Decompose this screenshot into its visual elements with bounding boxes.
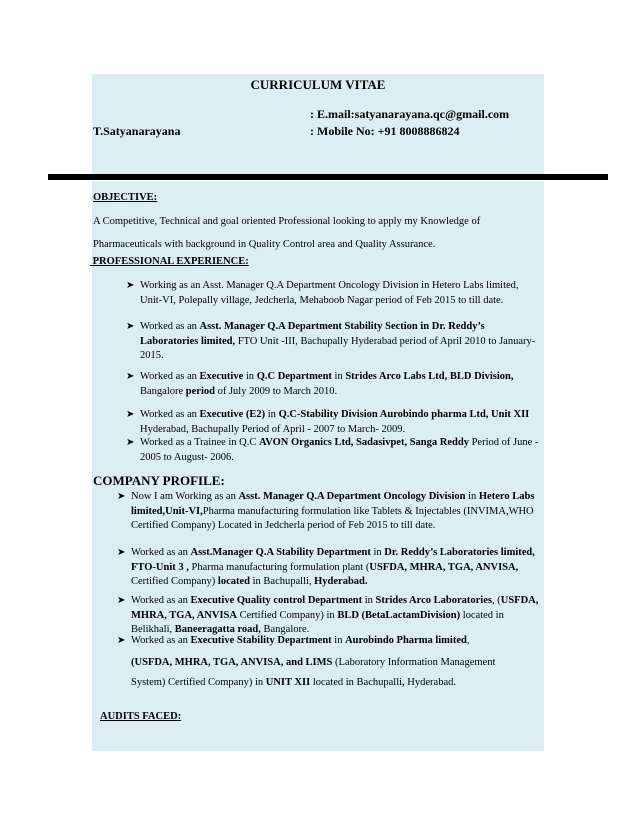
company-item: ➤ Worked as an Executive Quality control Department in Strides Arco Laboratories, (USFDA, MHRA, TGA, ANVISA Certified Company) in BLD (BetaLactamDivision) located in Belikhali, Baneeragatta road, Bangalore. [117, 595, 539, 635]
arrow-bullet-icon: ➤ [117, 595, 126, 606]
arrow-bullet-icon: ➤ [126, 409, 135, 420]
candidate-name: T.Satyanarayana [93, 124, 181, 138]
mobile-line: : Mobile No: +91 8008886824 [310, 124, 460, 138]
company-item: ➤ Now I am Working as an Asst. Manager Q.A Department Oncology Division in Hetero Labs limited,Unit-VI,Pharma manufacturing formulation like Tablets & Injectables (INVIMA,WHO Certified Company) Located in Jedcherla period of Feb 2015 to till date. [117, 491, 535, 531]
company-item-continuation-2: System) Certified Company) in UNIT XII located in Bachupalli, Hyderabad. [131, 677, 456, 688]
company-item-continuation-1: (USFDA, MHRA, TGA, ANVISA, and LIMS (Laboratory Information Management [131, 657, 496, 668]
header-divider [48, 174, 608, 180]
experience-item: ➤ Worked as a Trainee in Q.C AVON Organics Ltd, Sadasivpet, Sanga Reddy Period of June - 2005 to August- 2006. [126, 437, 539, 463]
arrow-bullet-icon: ➤ [117, 491, 126, 502]
arrow-bullet-icon: ➤ [126, 321, 135, 332]
arrow-bullet-icon: ➤ [117, 547, 126, 558]
arrow-bullet-icon: ➤ [126, 280, 135, 291]
arrow-bullet-icon: ➤ [126, 371, 135, 382]
experience-item: ➤ Worked as an Asst. Manager Q.A Department Stability Section in Dr. Reddy’s Laboratories limited, FTO Unit -III, Bachupally Hyderabad period of April 2010 to January-2015. [126, 321, 536, 361]
objective-line-1: A Competitive, Technical and goal oriented Professional looking to apply my Knowledge of [93, 216, 481, 227]
audits-heading: AUDITS FACED: [100, 711, 182, 722]
document-title: CURRICULUM VITAE [250, 77, 386, 92]
arrow-bullet-icon: ➤ [126, 437, 135, 448]
experience-item: ➤ Working as an Asst. Manager Q.A Department Oncology Division in Hetero Labs limited, Unit-VI, Polepally village, Jedcherla, Mehaboob Nagar period of Feb 2015 to till date. [126, 280, 519, 306]
arrow-bullet-icon: ➤ [117, 635, 126, 646]
company-profile-heading: COMPANY PROFILE: [93, 473, 225, 488]
experience-item: ➤ Worked as an Executive (E2) in Q.C-Stability Division Aurobindo pharma Ltd, Unit XII Hyderabad, Bachupally Period of April - 2007 to March- 2009. [126, 409, 530, 435]
objective-line-2: Pharmaceuticals with background in Quality Control area and Quality Assurance. [93, 239, 436, 250]
objective-heading: OBJECTIVE: [93, 192, 158, 203]
experience-heading: PROFESSIONAL EXPERIENCE: [90, 256, 249, 267]
company-item: ➤ Worked as an Executive Stability Department in Aurobindo Pharma limited, [131, 634, 541, 649]
email-line: : E.mail:satyanarayana.qc@gmail.com [310, 107, 510, 121]
experience-item: ➤ Worked as an Executive in Q.C Department in Strides Arco Labs Ltd, BLD Division, Bangalore period of July 2009 to March 2010. [126, 371, 514, 397]
company-item: ➤ Worked as an Asst.Manager Q.A Stability Department in Dr. Reddy’s Laboratories limited, FTO-Unit 3 , Pharma manufacturing formulation plant (USFDA, MHRA, TGA, ANVISA, Certified Company) located in Bachupalli, Hyderabad. [117, 547, 535, 587]
